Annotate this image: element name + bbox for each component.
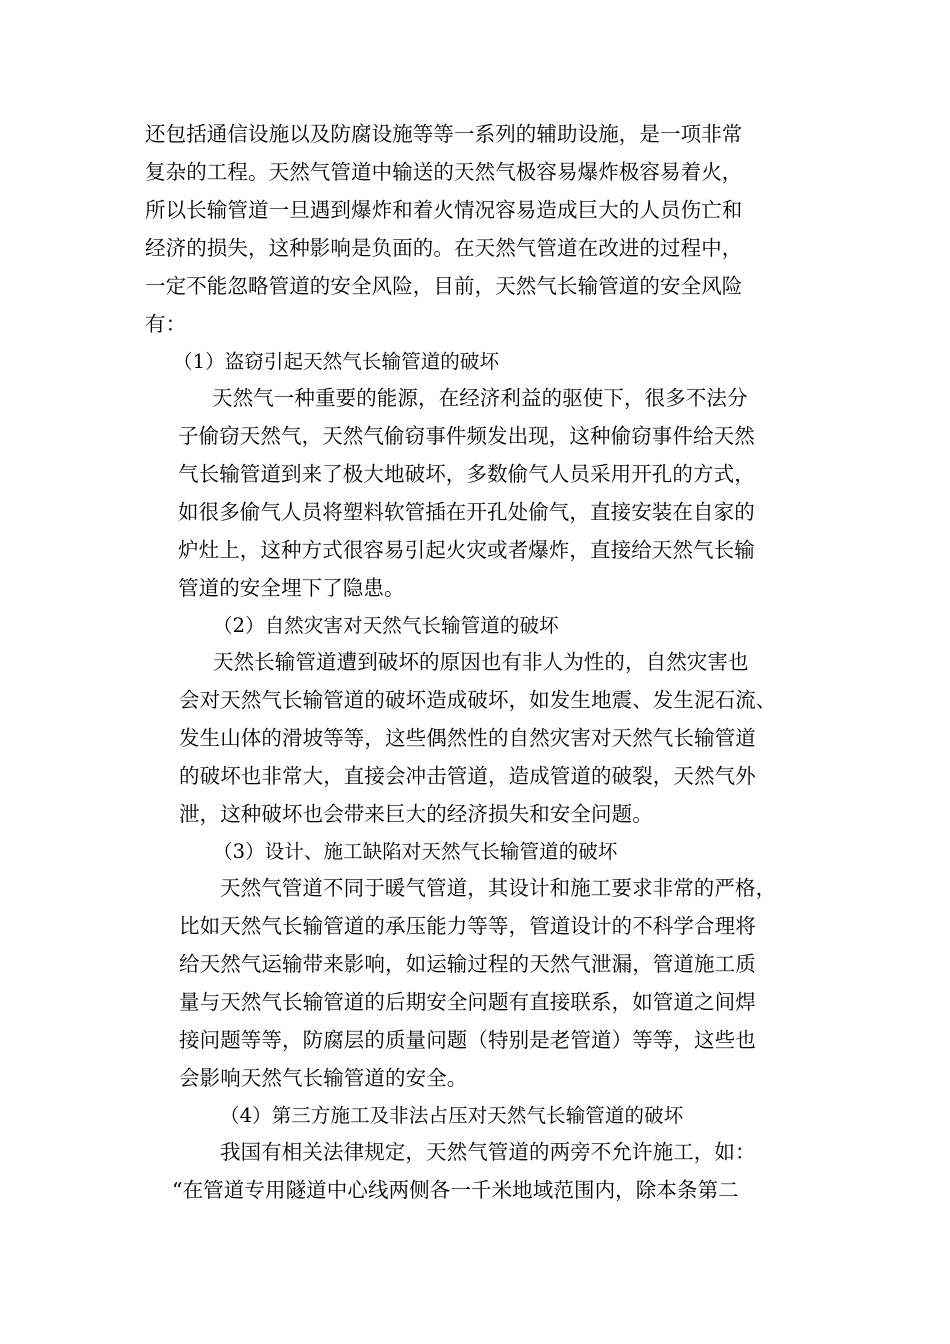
section-heading-4: （4）第三方施工及非法占压对天然气长输管道的破坏 [220, 1104, 684, 1127]
section-heading-3: （3）设计、施工缺陷对天然气长输管道的破坏 [213, 840, 618, 863]
section-1-line-3: 气长输管道到来了极大地破坏，多数偷气人员采用开孔的方式， [178, 462, 755, 486]
intro-line-3: 所以长输管道一旦遇到爆炸和着火情况容易造成巨大的人员伤亡和 [145, 198, 743, 222]
section-3-line-4: 量与天然气长输管道的后期安全问题有直接联系，如管道之间焊 [179, 990, 756, 1014]
section-1-line-5: 炉灶上，这种方式很容易引起火灾或者爆炸，直接给天然气长输 [178, 538, 755, 562]
section-2-line-3: 发生山体的滑坡等等，这些偶然性的自然灾害对天然气长输管道 [179, 726, 756, 750]
section-2-line-5: 泄，这种破坏也会带来巨大的经济损失和安全问题。 [179, 802, 653, 826]
section-heading-2: （2）自然灾害对天然气长输管道的破坏 [213, 614, 559, 637]
intro-line-6: 有： [145, 312, 187, 336]
section-heading-1: （1）盗窃引起天然气长输管道的破坏 [173, 350, 500, 373]
section-1-line-1: 天然气一种重要的能源，在经济利益的驱使下，很多不法分 [212, 386, 748, 410]
section-4-line-1: 我国有相关法律规定，天然气管道的两旁不允许施工，如： [220, 1140, 756, 1164]
section-2-line-2: 会对天然气长输管道的破坏造成破坏，如发生地震、发生泥石流、 [179, 688, 777, 712]
section-3-line-1: 天然气管道不同于暖气管道，其设计和施工要求非常的严格， [220, 876, 777, 900]
section-1-line-4: 如很多偷气人员将塑料软管插在开孔处偷气，直接安装在自家的 [178, 500, 755, 524]
section-3-line-6: 会影响天然气长输管道的安全。 [179, 1066, 468, 1090]
intro-line-1: 还包括通信设施以及防腐设施等等一系列的辅助设施，是一项非常 [145, 122, 743, 146]
intro-line-5: 一定不能忽略管道的安全风险，目前，天然气长输管道的安全风险 [145, 274, 743, 298]
section-1-line-2: 子偷窃天然气，天然气偷窃事件频发出现，这种偷窃事件给天然 [178, 424, 755, 448]
section-1-line-6: 管道的安全埋下了隐患。 [178, 576, 405, 600]
intro-line-4: 经济的损失，这种影响是负面的。在天然气管道在改进的过程中， [145, 236, 743, 260]
section-3-line-5: 接问题等等，防腐层的质量问题（特别是老管道）等等，这些也 [179, 1028, 756, 1052]
section-3-line-2: 比如天然气长输管道的承压能力等等，管道设计的不科学合理将 [179, 914, 756, 938]
section-3-line-3: 给天然气运输带来影响，如运输过程的天然气泄漏，管道施工质 [179, 952, 756, 976]
section-2-line-4: 的破坏也非常大，直接会冲击管道，造成管道的破裂，天然气外 [179, 764, 756, 788]
section-4-line-2: “在管道专用隧道中心线两侧各一千米地域范围内，除本条第二 [172, 1178, 739, 1202]
intro-line-2: 复杂的工程。天然气管道中输送的天然气极容易爆炸极容易着火， [145, 160, 743, 184]
section-2-line-1: 天然长输管道遭到破坏的原因也有非人为性的，自然灾害也 [213, 650, 749, 674]
